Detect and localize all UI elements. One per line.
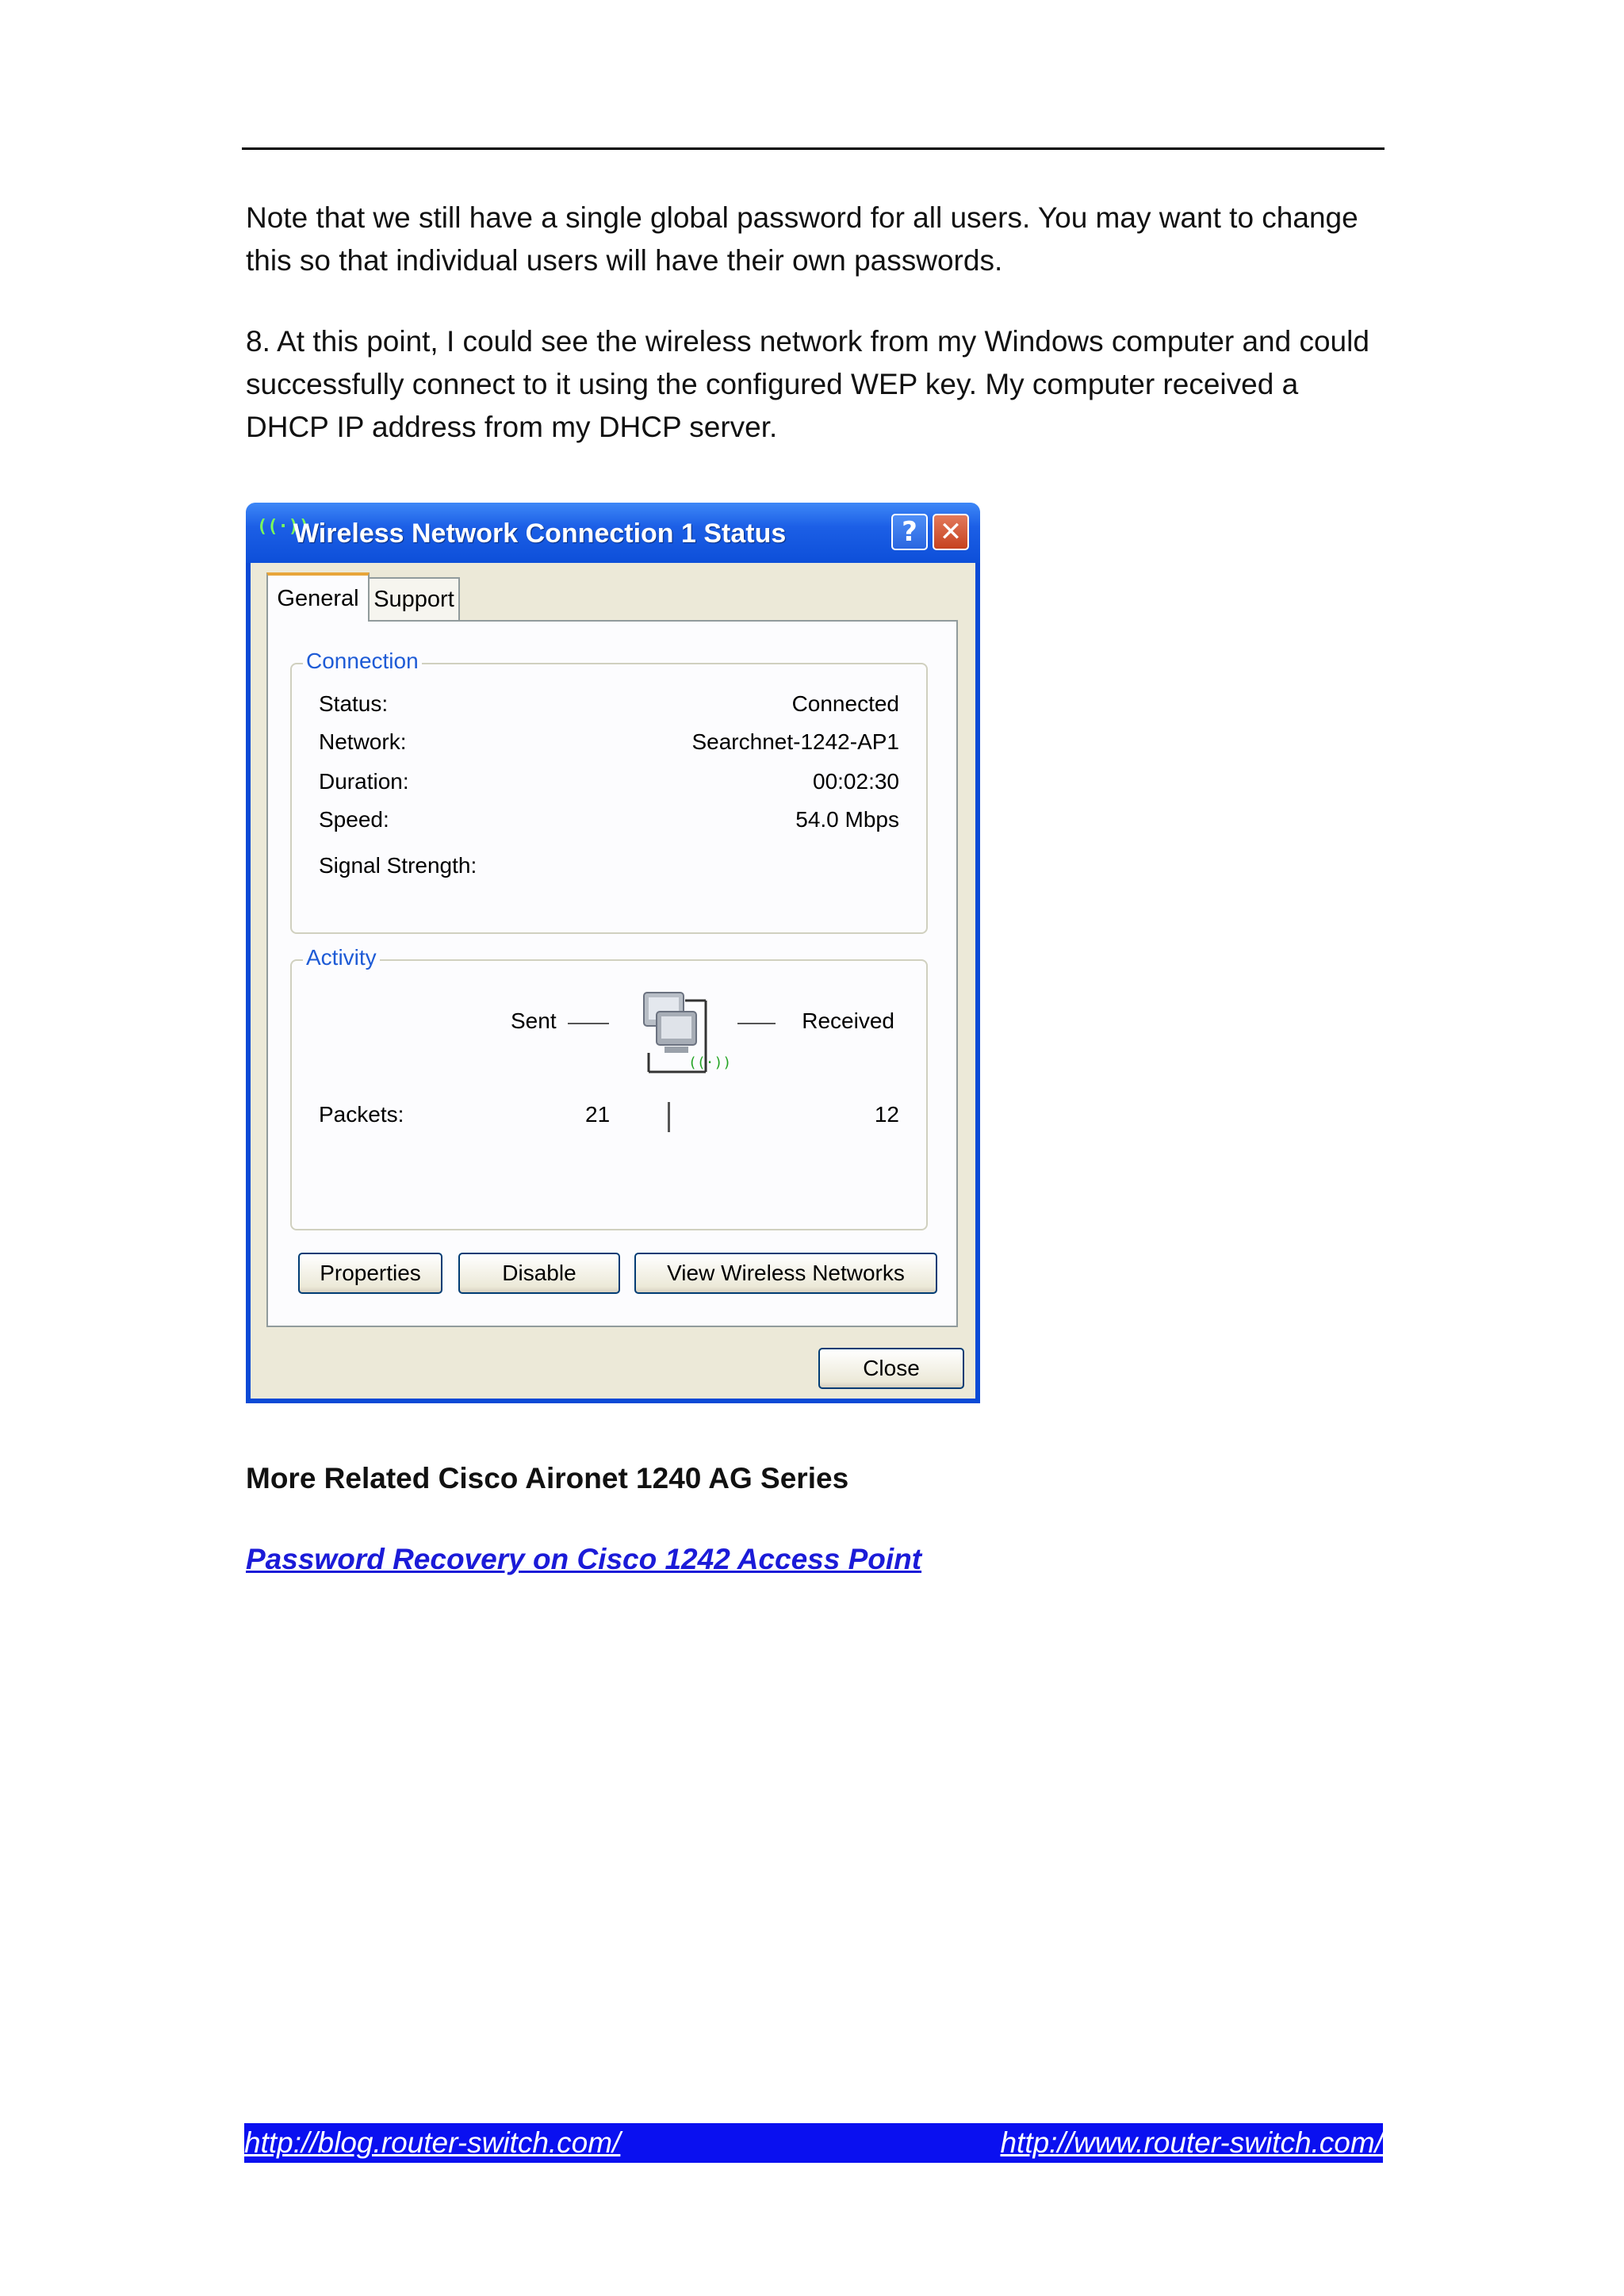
paragraph-step-8: 8. At this point, I could see the wireless network from my Windows computer and could successfully connect to it using the configured WEP key. My computer received a DHCP IP address from my DHCP server.	[246, 325, 1369, 443]
page-footer	[244, 2123, 1383, 2163]
duration-value: 00:02:30	[813, 769, 899, 794]
svg-text:((·)): ((·))	[688, 1054, 732, 1071]
password-recovery-link[interactable]: Password Recovery on Cisco 1242 Access Point	[246, 1543, 922, 1575]
speed-value: 54.0 Mbps	[795, 807, 899, 832]
close-button[interactable]: Close	[818, 1348, 964, 1389]
sent-line	[568, 1023, 609, 1024]
dialog-client-area	[251, 563, 975, 1399]
dialog-title: Wireless Network Connection 1 Status	[293, 519, 787, 549]
network-computers-icon	[633, 985, 732, 1088]
wireless-status-dialog	[246, 503, 980, 1403]
title-close-button[interactable]	[933, 514, 969, 550]
general-tab-panel	[266, 620, 958, 1327]
connection-group-label: Connection	[303, 649, 422, 674]
packets-received-value: 12	[874, 1102, 899, 1127]
received-line	[737, 1023, 776, 1024]
activity-group	[290, 945, 928, 1230]
tab-support[interactable]: Support	[368, 577, 460, 620]
connection-group	[290, 649, 928, 934]
footer-blog-link[interactable]: http://blog.router-switch.com/	[244, 2126, 621, 2159]
sent-label: Sent	[511, 1008, 557, 1033]
header-rule	[242, 147, 1385, 150]
network-label: Network:	[319, 729, 407, 754]
packets-label: Packets:	[319, 1102, 404, 1127]
properties-button[interactable]: Properties	[298, 1253, 442, 1294]
duration-label: Duration:	[319, 769, 409, 794]
received-label: Received	[802, 1008, 894, 1033]
activity-group-label: Activity	[303, 945, 380, 970]
signal-strength-label: Signal Strength:	[319, 853, 477, 878]
status-label: Status:	[319, 691, 389, 716]
view-wireless-networks-button[interactable]: View Wireless Networks	[634, 1253, 937, 1294]
dialog-titlebar[interactable]	[246, 503, 980, 563]
disable-button[interactable]: Disable	[458, 1253, 620, 1294]
packets-divider	[668, 1102, 670, 1132]
packets-sent-value: 21	[585, 1102, 611, 1127]
speed-label: Speed:	[319, 807, 389, 832]
paragraph-password-note: Note that we still have a single global password for all users. You may want to change this so that individual users will have their own passwords.	[246, 201, 1358, 277]
related-heading: More Related Cisco Aironet 1240 AG Series	[246, 1462, 849, 1494]
footer-site-link[interactable]: http://www.router-switch.com/	[1000, 2126, 1383, 2159]
help-button[interactable]	[891, 514, 928, 550]
close-icon: ✕	[939, 516, 963, 548]
wireless-icon: ((·))	[257, 517, 310, 537]
network-value: Searchnet-1242-AP1	[691, 729, 899, 754]
status-value: Connected	[791, 691, 899, 716]
tab-general[interactable]: General	[266, 572, 370, 622]
help-icon: ?	[902, 516, 917, 548]
